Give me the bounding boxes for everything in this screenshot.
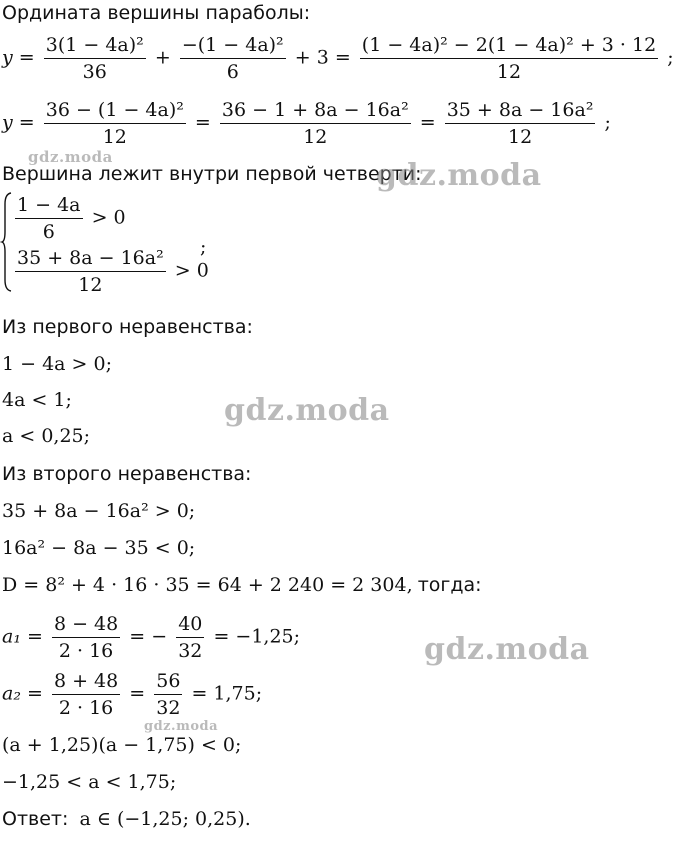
root-2-fraction-2 xyxy=(154,668,182,721)
root-2-line xyxy=(2,668,262,721)
first-step-1: 1 − 4a > 0; xyxy=(2,353,112,375)
system-row-1-numerator: 1 − 4a xyxy=(15,192,83,219)
eq2-fraction-1-numerator: 36 − (1 − 4a)² xyxy=(44,97,186,124)
root-2-fraction-2-numerator: 56 xyxy=(154,668,182,695)
root-1-tail: = −1,25; xyxy=(213,625,301,648)
eq1-fraction-3 xyxy=(360,32,658,85)
root-2-fraction-1-denominator: 2 · 16 xyxy=(58,697,114,719)
root-1-fraction-1-numerator: 8 − 48 xyxy=(52,611,120,638)
root-2-fraction-2-denominator: 32 xyxy=(156,697,181,719)
first-step-3: a < 0,25; xyxy=(2,425,91,447)
eq2-end: ; xyxy=(604,111,611,134)
root-1-fraction-2-denominator: 32 xyxy=(178,640,203,662)
system-row-1-fraction xyxy=(15,192,83,245)
discriminant-formula: D = 8² + 4 · 16 · 35 = 64 + 2 240 = 2 304, xyxy=(2,574,413,596)
root-1-fraction-1-denominator: 2 · 16 xyxy=(58,640,114,662)
first-step-2: 4a < 1; xyxy=(2,389,72,411)
eq2-fraction-1-denominator: 12 xyxy=(102,126,127,148)
watermark-logo-4: gdz.moda xyxy=(424,632,590,667)
answer-label: Ответ: xyxy=(2,808,69,830)
system-row-1-denominator: 6 xyxy=(42,221,55,243)
system-row-2 xyxy=(12,245,209,298)
root-1-line xyxy=(2,611,300,664)
eq2-fraction-3 xyxy=(445,97,596,150)
watermark-logo-3: gdz.moda xyxy=(224,393,390,428)
heading-first-inequality: Из первого неравенства: xyxy=(2,316,253,338)
root-2-mid: = xyxy=(129,682,146,705)
root-2-tail: = 1,75; xyxy=(191,682,263,705)
answer-line xyxy=(2,808,251,830)
root-1-fraction-2-numerator: 40 xyxy=(176,611,204,638)
eq2-fraction-3-denominator: 12 xyxy=(507,126,533,148)
eq1-fraction-1-numerator: 3(1 − 4a)² xyxy=(44,32,146,59)
heading-second-inequality: Из второго неравенства: xyxy=(2,463,252,485)
eq1-fraction-3-numerator: (1 − 4a)² − 2(1 − 4a)² + 3 · 12 xyxy=(360,32,658,59)
root-2-lhs: a₂ = xyxy=(2,682,43,705)
eq1-end: ; xyxy=(667,46,674,69)
root-1-lhs: a₁ = xyxy=(2,625,43,648)
heading-vertex-ordinate: Ордината вершины параболы: xyxy=(2,2,311,24)
root-2-fraction-1 xyxy=(52,668,120,721)
eq2-fraction-2-numerator: 36 − 1 + 8a − 16a² xyxy=(220,97,411,124)
system-row-2-relation: > 0 xyxy=(174,259,209,282)
eq1-plus: + xyxy=(154,46,171,69)
eq2-fraction-1 xyxy=(44,97,186,150)
discriminant-then: тогда: xyxy=(417,574,482,596)
eq1-fraction-1-denominator: 36 xyxy=(82,61,107,83)
eq2-fraction-2 xyxy=(220,97,411,150)
watermark-logo-2: gdz.moda xyxy=(376,158,542,193)
eq1-fraction-1 xyxy=(44,32,146,85)
system-row-1-relation: > 0 xyxy=(91,206,126,229)
eq1-fraction-2-numerator: −(1 − 4a)² xyxy=(180,32,286,59)
eq2-equals-a: = xyxy=(194,111,211,134)
eq2-fraction-2-denominator: 12 xyxy=(303,126,328,148)
watermark-logo-1: gdz.moda xyxy=(28,148,113,166)
equation-ordinate-1 xyxy=(2,32,674,85)
system-brace-icon xyxy=(2,192,12,292)
answer-value: a ∈ (−1,25; 0,25). xyxy=(79,808,251,830)
equation-ordinate-2 xyxy=(2,97,611,150)
root-1-fraction-2 xyxy=(176,611,204,664)
discriminant-line xyxy=(2,574,482,596)
interval-inequality: −1,25 < a < 1,75; xyxy=(2,771,177,793)
second-step-2: 16a² − 8a − 35 < 0; xyxy=(2,537,196,559)
eq2-lhs: y = xyxy=(2,111,35,134)
eq2-fraction-3-numerator: 35 + 8a − 16a² xyxy=(445,97,596,124)
system-row-1 xyxy=(12,192,126,245)
root-2-fraction-1-numerator: 8 + 48 xyxy=(52,668,120,695)
system-row-2-denominator: 12 xyxy=(78,274,103,296)
root-1-fraction-1 xyxy=(52,611,120,664)
eq1-fraction-2 xyxy=(180,32,286,85)
watermark-logo-5: gdz.moda xyxy=(144,719,219,734)
eq1-plus-three: + 3 = xyxy=(294,46,351,69)
heading-quadrant: Вершина лежит внутри первой четверти: xyxy=(2,163,422,185)
system-end: ; xyxy=(200,236,207,258)
eq1-fraction-3-denominator: 12 xyxy=(496,61,522,83)
factored-inequality: (a + 1,25)(a − 1,75) < 0; xyxy=(2,734,242,756)
system-row-2-fraction xyxy=(15,245,166,298)
eq1-lhs: y = xyxy=(2,46,35,69)
root-1-mid: = − xyxy=(129,625,168,648)
second-step-1: 35 + 8a − 16a² > 0; xyxy=(2,500,196,522)
system-row-2-numerator: 35 + 8a − 16a² xyxy=(15,245,166,272)
eq1-fraction-2-denominator: 6 xyxy=(226,61,239,83)
eq2-equals-b: = xyxy=(419,111,436,134)
